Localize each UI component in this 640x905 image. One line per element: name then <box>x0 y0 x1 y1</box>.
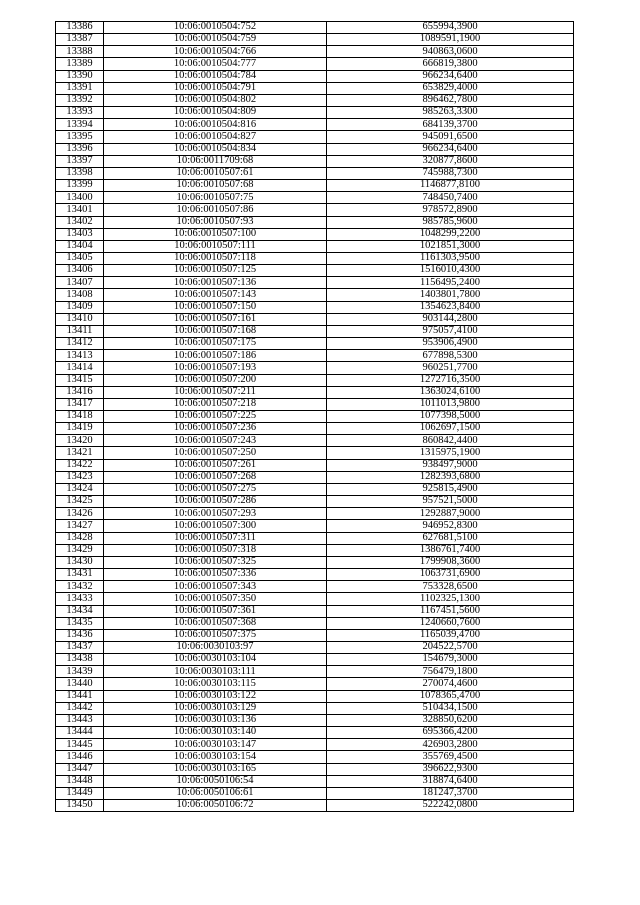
value-cell: 1354623,8400 <box>327 301 574 313</box>
cadastral-number-cell: 10:06:0030103:115 <box>104 678 327 690</box>
cadastral-number-cell: 10:06:0030103:122 <box>104 690 327 702</box>
table-row <box>56 435 574 447</box>
table-row <box>56 362 574 374</box>
cadastral-number-cell: 10:06:0010504:834 <box>104 143 327 155</box>
value-cell: 745988,7300 <box>327 167 574 179</box>
row-number-cell: 13412 <box>56 338 104 350</box>
cadastral-number-cell: 10:06:0030103:129 <box>104 702 327 714</box>
row-number-cell: 13407 <box>56 277 104 289</box>
value-cell: 966234,6400 <box>327 70 574 82</box>
row-number-cell: 13435 <box>56 617 104 629</box>
table-row <box>56 678 574 690</box>
table-row <box>56 131 574 143</box>
row-number-cell: 13432 <box>56 581 104 593</box>
value-cell: 957521,5000 <box>327 496 574 508</box>
value-cell: 684139,3700 <box>327 119 574 131</box>
row-number-cell: 13386 <box>56 22 104 34</box>
row-number-cell: 13425 <box>56 496 104 508</box>
cadastral-number-cell: 10:06:0010507:275 <box>104 483 327 495</box>
table-row <box>56 800 574 812</box>
row-number-cell: 13415 <box>56 374 104 386</box>
row-number-cell: 13444 <box>56 727 104 739</box>
row-number-cell: 13439 <box>56 666 104 678</box>
value-cell: 938497,9000 <box>327 459 574 471</box>
row-number-cell: 13445 <box>56 739 104 751</box>
row-number-cell: 13387 <box>56 34 104 46</box>
cadastral-number-cell: 10:06:0010507:325 <box>104 556 327 568</box>
table-body <box>56 22 574 812</box>
cadastral-number-cell: 10:06:0010507:143 <box>104 289 327 301</box>
table-row <box>56 483 574 495</box>
table-row <box>56 617 574 629</box>
value-cell: 1272716,3500 <box>327 374 574 386</box>
value-cell: 396622,9300 <box>327 763 574 775</box>
table-row <box>56 325 574 337</box>
table-row <box>56 593 574 605</box>
cadastral-number-cell: 10:06:0030103:104 <box>104 654 327 666</box>
table-row <box>56 763 574 775</box>
row-number-cell: 13422 <box>56 459 104 471</box>
row-number-cell: 13423 <box>56 471 104 483</box>
cadastral-number-cell: 10:06:0010504:827 <box>104 131 327 143</box>
row-number-cell: 13396 <box>56 143 104 155</box>
table-row <box>56 265 574 277</box>
row-number-cell: 13449 <box>56 787 104 799</box>
row-number-cell: 13416 <box>56 386 104 398</box>
row-number-cell: 13398 <box>56 167 104 179</box>
table-row <box>56 447 574 459</box>
row-number-cell: 13436 <box>56 629 104 641</box>
table-row <box>56 398 574 410</box>
table-row <box>56 374 574 386</box>
value-cell: 318874,6400 <box>327 775 574 787</box>
table-row <box>56 605 574 617</box>
row-number-cell: 13394 <box>56 119 104 131</box>
cadastral-number-cell: 10:06:0010507:161 <box>104 313 327 325</box>
table-row <box>56 702 574 714</box>
cadastral-number-cell: 10:06:0050106:72 <box>104 800 327 812</box>
table-row <box>56 167 574 179</box>
table-row <box>56 216 574 228</box>
value-cell: 966234,6400 <box>327 143 574 155</box>
row-number-cell: 13391 <box>56 82 104 94</box>
value-cell: 860842,4400 <box>327 435 574 447</box>
table-row <box>56 471 574 483</box>
value-cell: 753328,6500 <box>327 581 574 593</box>
cadastral-number-cell: 10:06:0010507:75 <box>104 192 327 204</box>
table-row <box>56 228 574 240</box>
row-number-cell: 13392 <box>56 94 104 106</box>
value-cell: 1062697,1500 <box>327 423 574 435</box>
row-number-cell: 13426 <box>56 508 104 520</box>
cadastral-number-cell: 10:06:0010507:375 <box>104 629 327 641</box>
table-row <box>56 751 574 763</box>
row-number-cell: 13442 <box>56 702 104 714</box>
value-cell: 328850,6200 <box>327 714 574 726</box>
cadastral-number-cell: 10:06:0010504:766 <box>104 46 327 58</box>
value-cell: 204522,5700 <box>327 641 574 653</box>
cadastral-number-cell: 10:06:0010507:318 <box>104 544 327 556</box>
row-number-cell: 13433 <box>56 593 104 605</box>
table-row <box>56 411 574 423</box>
cadastral-number-cell: 10:06:0010507:111 <box>104 240 327 252</box>
row-number-cell: 13402 <box>56 216 104 228</box>
value-cell: 946952,8300 <box>327 520 574 532</box>
row-number-cell: 13401 <box>56 204 104 216</box>
cadastral-number-cell: 10:06:0010504:816 <box>104 119 327 131</box>
cadastral-number-cell: 10:06:0010507:150 <box>104 301 327 313</box>
cadastral-number-cell: 10:06:0010507:86 <box>104 204 327 216</box>
value-cell: 320877,8600 <box>327 155 574 167</box>
cadastral-number-cell: 10:06:0010507:261 <box>104 459 327 471</box>
cadastral-number-cell: 10:06:0050106:54 <box>104 775 327 787</box>
table-row <box>56 581 574 593</box>
cadastral-number-cell: 10:06:0010504:809 <box>104 107 327 119</box>
table-row <box>56 666 574 678</box>
cadastral-number-cell: 10:06:0010507:368 <box>104 617 327 629</box>
value-cell: 1240660,7600 <box>327 617 574 629</box>
row-number-cell: 13419 <box>56 423 104 435</box>
cadastral-number-cell: 10:06:0030103:165 <box>104 763 327 775</box>
table-row <box>56 739 574 751</box>
row-number-cell: 13440 <box>56 678 104 690</box>
cadastral-number-cell: 10:06:0010507:343 <box>104 581 327 593</box>
table-row <box>56 338 574 350</box>
value-cell: 522242,0800 <box>327 800 574 812</box>
value-cell: 426903,2800 <box>327 739 574 751</box>
value-cell: 653829,4000 <box>327 82 574 94</box>
value-cell: 978572,8900 <box>327 204 574 216</box>
row-number-cell: 13397 <box>56 155 104 167</box>
value-cell: 695366,4200 <box>327 727 574 739</box>
row-number-cell: 13450 <box>56 800 104 812</box>
value-cell: 1063731,6900 <box>327 569 574 581</box>
table-row <box>56 143 574 155</box>
value-cell: 1102325,1300 <box>327 593 574 605</box>
table-row <box>56 289 574 301</box>
cadastral-number-cell: 10:06:0010507:61 <box>104 167 327 179</box>
cadastral-number-cell: 10:06:0010507:236 <box>104 423 327 435</box>
cadastral-number-cell: 10:06:0010507:311 <box>104 532 327 544</box>
table-row <box>56 775 574 787</box>
value-cell: 655994,3900 <box>327 22 574 34</box>
cadastral-number-cell: 10:06:0030103:111 <box>104 666 327 678</box>
row-number-cell: 13421 <box>56 447 104 459</box>
row-number-cell: 13410 <box>56 313 104 325</box>
value-cell: 1386761,7400 <box>327 544 574 556</box>
row-number-cell: 13441 <box>56 690 104 702</box>
row-number-cell: 13418 <box>56 411 104 423</box>
table-row <box>56 82 574 94</box>
table-row <box>56 192 574 204</box>
cadastral-number-cell: 10:06:0010507:250 <box>104 447 327 459</box>
cadastral-number-cell: 10:06:0010507:168 <box>104 325 327 337</box>
value-cell: 1799908,3600 <box>327 556 574 568</box>
cadastral-number-cell: 10:06:0010507:200 <box>104 374 327 386</box>
cadastral-number-cell: 10:06:0010507:361 <box>104 605 327 617</box>
value-cell: 748450,7400 <box>327 192 574 204</box>
value-cell: 975057,4100 <box>327 325 574 337</box>
cadastral-number-cell: 10:06:0030103:97 <box>104 641 327 653</box>
table-row <box>56 240 574 252</box>
table-row <box>56 107 574 119</box>
row-number-cell: 13409 <box>56 301 104 313</box>
table-row <box>56 727 574 739</box>
row-number-cell: 13390 <box>56 70 104 82</box>
row-number-cell: 13395 <box>56 131 104 143</box>
row-number-cell: 13430 <box>56 556 104 568</box>
cadastral-number-cell: 10:06:0010507:336 <box>104 569 327 581</box>
value-cell: 355769,4500 <box>327 751 574 763</box>
table-row <box>56 629 574 641</box>
row-number-cell: 13427 <box>56 520 104 532</box>
row-number-cell: 13437 <box>56 641 104 653</box>
row-number-cell: 13443 <box>56 714 104 726</box>
row-number-cell: 13408 <box>56 289 104 301</box>
table-row <box>56 569 574 581</box>
cadastral-number-cell: 10:06:0010507:350 <box>104 593 327 605</box>
cadastral-number-cell: 10:06:0010504:791 <box>104 82 327 94</box>
cadastral-number-cell: 10:06:0010504:802 <box>104 94 327 106</box>
row-number-cell: 13420 <box>56 435 104 447</box>
row-number-cell: 13438 <box>56 654 104 666</box>
cadastral-number-cell: 10:06:0010507:193 <box>104 362 327 374</box>
value-cell: 1292887,9000 <box>327 508 574 520</box>
table-row <box>56 46 574 58</box>
row-number-cell: 13446 <box>56 751 104 763</box>
cadastral-number-cell: 10:06:0010507:268 <box>104 471 327 483</box>
row-number-cell: 13413 <box>56 350 104 362</box>
cadastral-number-cell: 10:06:0030103:136 <box>104 714 327 726</box>
table-row <box>56 690 574 702</box>
row-number-cell: 13400 <box>56 192 104 204</box>
table-row <box>56 350 574 362</box>
value-cell: 985785,9600 <box>327 216 574 228</box>
cadastral-number-cell: 10:06:0010507:175 <box>104 338 327 350</box>
value-cell: 960251,7700 <box>327 362 574 374</box>
table-row <box>56 714 574 726</box>
row-number-cell: 13431 <box>56 569 104 581</box>
table-row <box>56 301 574 313</box>
row-number-cell: 13405 <box>56 252 104 264</box>
cadastral-number-cell: 10:06:0010504:752 <box>104 22 327 34</box>
row-number-cell: 13434 <box>56 605 104 617</box>
table-row <box>56 34 574 46</box>
table-row <box>56 641 574 653</box>
row-number-cell: 13411 <box>56 325 104 337</box>
value-cell: 677898,5300 <box>327 350 574 362</box>
cadastral-number-cell: 10:06:0030103:154 <box>104 751 327 763</box>
table-row <box>56 204 574 216</box>
table-row <box>56 58 574 70</box>
value-cell: 510434,1500 <box>327 702 574 714</box>
table-row <box>56 532 574 544</box>
table-row <box>56 155 574 167</box>
table-row <box>56 520 574 532</box>
cadastral-number-cell: 10:06:0010507:300 <box>104 520 327 532</box>
value-cell: 627681,5100 <box>327 532 574 544</box>
value-cell: 1167451,5600 <box>327 605 574 617</box>
cadastral-number-cell: 10:06:0050106:61 <box>104 787 327 799</box>
table-row <box>56 119 574 131</box>
value-cell: 1011013,9800 <box>327 398 574 410</box>
row-number-cell: 13429 <box>56 544 104 556</box>
cadastral-number-cell: 10:06:0010507:211 <box>104 386 327 398</box>
value-cell: 1516010,4300 <box>327 265 574 277</box>
value-cell: 181247,3700 <box>327 787 574 799</box>
row-number-cell: 13406 <box>56 265 104 277</box>
cadastral-number-cell: 10:06:0030103:140 <box>104 727 327 739</box>
value-cell: 1156495,2400 <box>327 277 574 289</box>
row-number-cell: 13447 <box>56 763 104 775</box>
value-cell: 1315975,1900 <box>327 447 574 459</box>
table-row <box>56 22 574 34</box>
value-cell: 1048299,2200 <box>327 228 574 240</box>
value-cell: 1078365,4700 <box>327 690 574 702</box>
table-row <box>56 277 574 289</box>
cadastral-number-cell: 10:06:0010507:68 <box>104 180 327 192</box>
table-row <box>56 94 574 106</box>
cadastral-number-cell: 10:06:0030103:147 <box>104 739 327 751</box>
value-cell: 896462,7800 <box>327 94 574 106</box>
table-row <box>56 313 574 325</box>
value-cell: 1363024,6100 <box>327 386 574 398</box>
value-cell: 1165039,4700 <box>327 629 574 641</box>
table-row <box>56 252 574 264</box>
cadastral-number-cell: 10:06:0010504:777 <box>104 58 327 70</box>
cadastral-number-cell: 10:06:0010507:118 <box>104 252 327 264</box>
row-number-cell: 13414 <box>56 362 104 374</box>
row-number-cell: 13417 <box>56 398 104 410</box>
table-row <box>56 654 574 666</box>
cadastral-number-cell: 10:06:0010507:293 <box>104 508 327 520</box>
value-cell: 925815,4900 <box>327 483 574 495</box>
value-cell: 1161303,9500 <box>327 252 574 264</box>
value-cell: 154679,3000 <box>327 654 574 666</box>
cadastral-number-cell: 10:06:0010507:136 <box>104 277 327 289</box>
row-number-cell: 13389 <box>56 58 104 70</box>
value-cell: 1403801,7800 <box>327 289 574 301</box>
cadastral-number-cell: 10:06:0010507:93 <box>104 216 327 228</box>
value-cell: 1021851,3000 <box>327 240 574 252</box>
cadastral-number-cell: 10:06:0010507:100 <box>104 228 327 240</box>
value-cell: 945091,6500 <box>327 131 574 143</box>
table-row <box>56 180 574 192</box>
value-cell: 985263,3300 <box>327 107 574 119</box>
value-cell: 1077398,5000 <box>327 411 574 423</box>
value-cell: 903144,2800 <box>327 313 574 325</box>
value-cell: 953906,4900 <box>327 338 574 350</box>
cadastral-number-cell: 10:06:0011709:68 <box>104 155 327 167</box>
row-number-cell: 13399 <box>56 180 104 192</box>
table-row <box>56 386 574 398</box>
table-row <box>56 459 574 471</box>
row-number-cell: 13448 <box>56 775 104 787</box>
row-number-cell: 13424 <box>56 483 104 495</box>
table-row <box>56 423 574 435</box>
row-number-cell: 13393 <box>56 107 104 119</box>
row-number-cell: 13404 <box>56 240 104 252</box>
table-row <box>56 544 574 556</box>
data-table <box>55 21 574 812</box>
cadastral-number-cell: 10:06:0010507:225 <box>104 411 327 423</box>
table-row <box>56 496 574 508</box>
row-number-cell: 13428 <box>56 532 104 544</box>
value-cell: 940863,0600 <box>327 46 574 58</box>
cadastral-number-cell: 10:06:0010507:243 <box>104 435 327 447</box>
cadastral-number-cell: 10:06:0010507:125 <box>104 265 327 277</box>
table-row <box>56 787 574 799</box>
value-cell: 666819,3800 <box>327 58 574 70</box>
value-cell: 1089591,1900 <box>327 34 574 46</box>
cadastral-number-cell: 10:06:0010507:218 <box>104 398 327 410</box>
cadastral-number-cell: 10:06:0010507:286 <box>104 496 327 508</box>
cadastral-number-cell: 10:06:0010507:186 <box>104 350 327 362</box>
table-row <box>56 508 574 520</box>
value-cell: 1146877,8100 <box>327 180 574 192</box>
cadastral-number-cell: 10:06:0010504:759 <box>104 34 327 46</box>
table-row <box>56 70 574 82</box>
cadastral-number-cell: 10:06:0010504:784 <box>104 70 327 82</box>
row-number-cell: 13388 <box>56 46 104 58</box>
table-row <box>56 556 574 568</box>
row-number-cell: 13403 <box>56 228 104 240</box>
value-cell: 270074,4600 <box>327 678 574 690</box>
value-cell: 756479,1800 <box>327 666 574 678</box>
value-cell: 1282393,6800 <box>327 471 574 483</box>
